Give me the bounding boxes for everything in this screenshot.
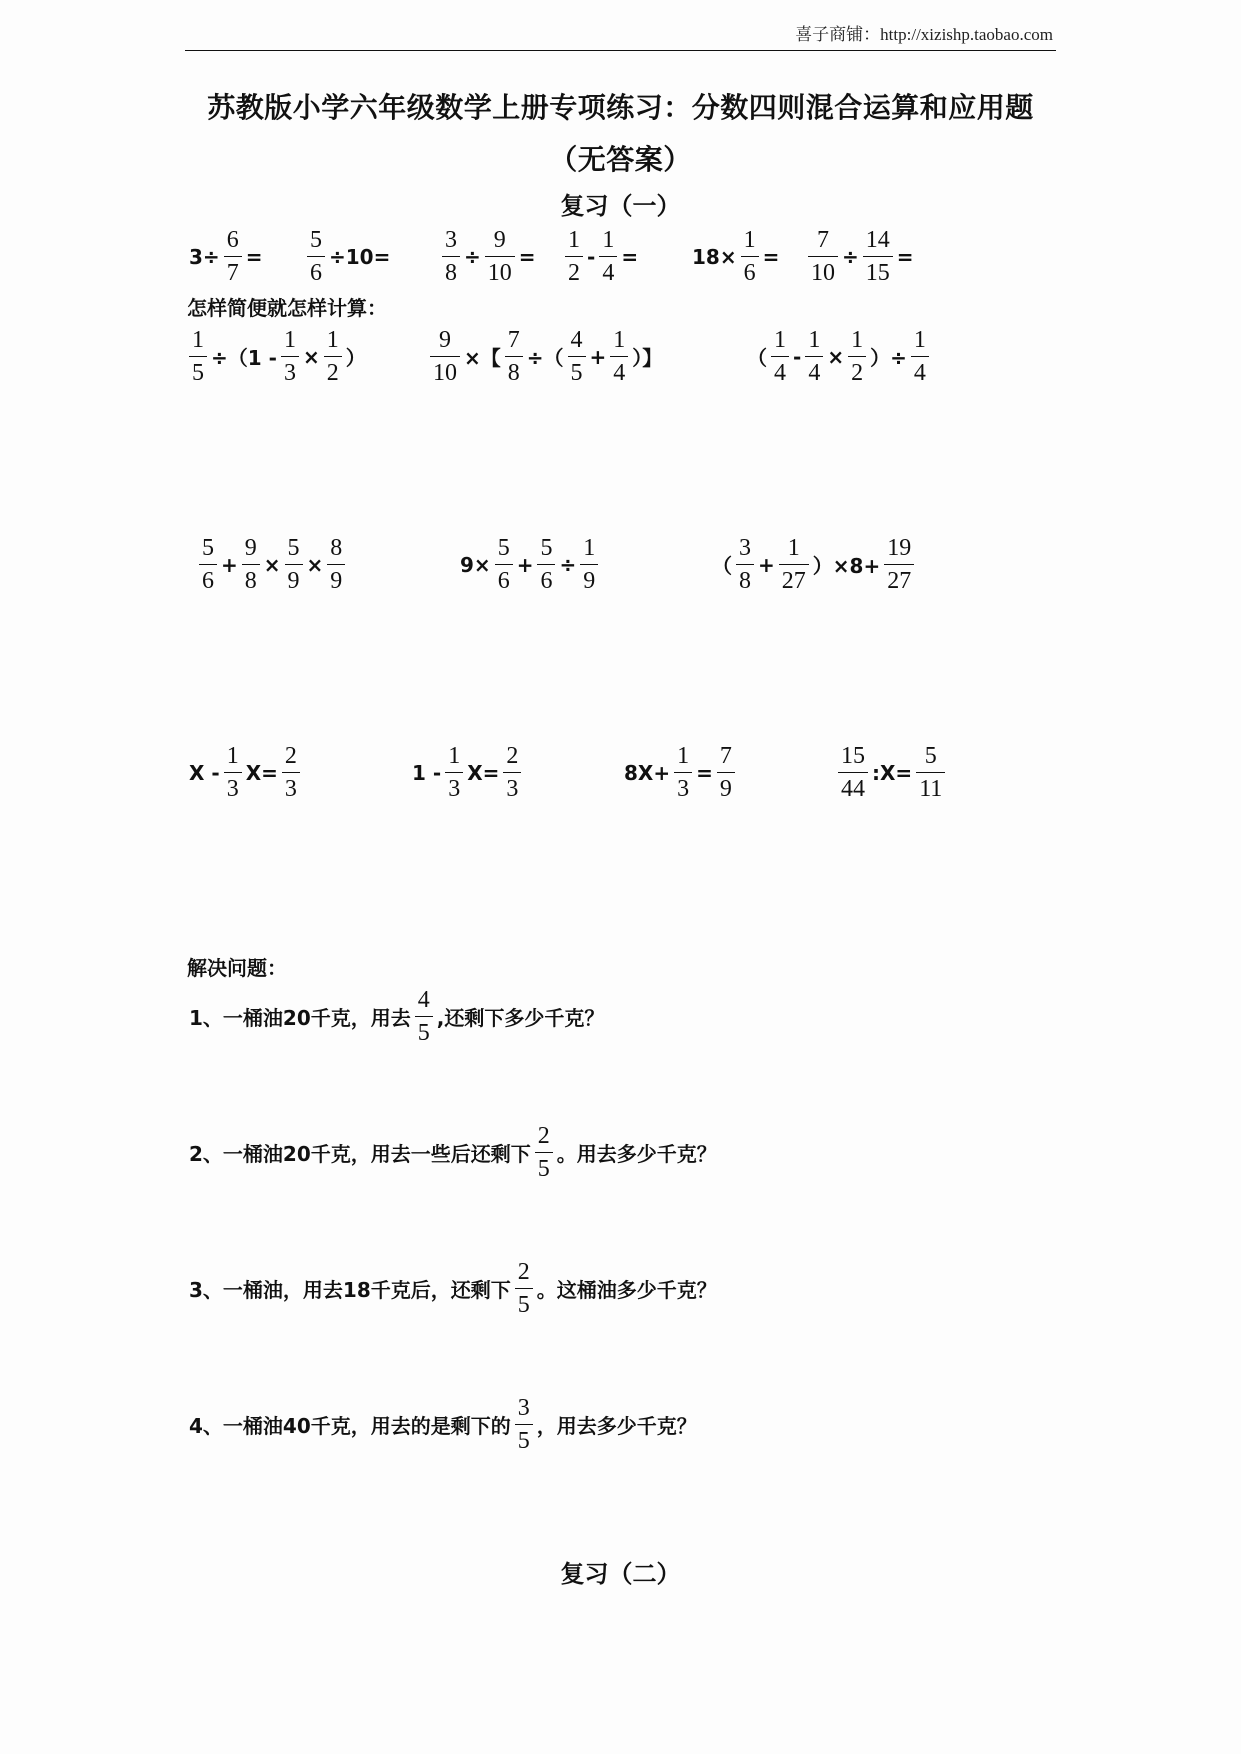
operator-text: × — [302, 344, 320, 369]
operator-text: 8X+ — [624, 760, 671, 785]
operator-text: = — [518, 244, 536, 269]
fraction — [503, 742, 521, 803]
numerator: 5 — [202, 535, 214, 561]
operator-text: 。用去多少千克？ — [556, 1142, 717, 1166]
operator-text: ÷ — [842, 244, 859, 269]
denominator: 6 — [537, 564, 555, 595]
denominator: 5 — [189, 356, 207, 387]
word-problem-1 — [187, 986, 606, 1047]
denominator: 4 — [805, 356, 823, 387]
numerator: 1 — [677, 743, 690, 769]
equation-3 — [622, 742, 737, 803]
fraction — [884, 534, 914, 595]
direct-calc-6 — [806, 226, 916, 287]
word-problem-2 — [187, 1122, 719, 1183]
operator-text: 。这桶油多少千克？ — [536, 1278, 717, 1302]
numerator: 1 — [787, 535, 800, 561]
denominator: 27 — [884, 564, 914, 595]
fraction — [515, 1258, 533, 1319]
fraction — [736, 534, 754, 595]
fraction — [224, 226, 242, 287]
denominator: 15 — [863, 256, 893, 287]
denominator: 6 — [741, 256, 759, 287]
numerator: 1 — [568, 227, 580, 253]
numerator: 3 — [739, 535, 751, 561]
numerator: 1 — [226, 743, 239, 769]
fraction — [916, 742, 945, 803]
numerator: 1 — [613, 327, 626, 353]
denominator: 5 — [568, 356, 586, 387]
fraction — [442, 226, 460, 287]
denominator: 4 — [610, 356, 628, 387]
denominator: 8 — [736, 564, 754, 595]
numerator: 2 — [517, 1259, 530, 1285]
denominator: 27 — [779, 564, 809, 595]
fraction — [324, 326, 342, 387]
fraction — [535, 1122, 553, 1183]
denominator: 9 — [717, 772, 735, 803]
fraction — [189, 326, 207, 387]
fraction — [779, 534, 809, 595]
operator-text: ，用去多少千克？ — [536, 1414, 697, 1438]
fraction — [568, 326, 586, 387]
operator-text: ） — [345, 346, 366, 370]
fraction — [285, 534, 303, 595]
operator-text: X= — [245, 760, 278, 785]
numerator: 1 — [743, 227, 756, 253]
header-divider — [185, 50, 1056, 51]
denominator: 8 — [442, 256, 460, 287]
fraction — [537, 534, 555, 595]
simplify-expr-1 — [187, 326, 368, 387]
fraction — [580, 534, 598, 595]
word-problem-4 — [187, 1394, 699, 1455]
fraction — [224, 742, 242, 803]
denominator: 11 — [916, 772, 945, 803]
numerator: 2 — [284, 743, 297, 769]
numerator: 7 — [817, 227, 829, 253]
shop-header: 喜子商铺：http://xizishp.taobao.com — [795, 25, 1053, 44]
numerator: 5 — [540, 535, 553, 561]
numerator: 9 — [439, 327, 451, 353]
denominator: 3 — [674, 772, 692, 803]
numerator: 1 — [283, 327, 296, 353]
fraction — [805, 326, 823, 387]
operator-text: 2、一桶油20千克，用去一些后还剩下 — [189, 1142, 531, 1166]
fraction — [495, 534, 513, 595]
numerator: 9 — [244, 535, 257, 561]
operator-text: = — [696, 760, 713, 785]
denominator: 2 — [565, 256, 583, 287]
denominator: 7 — [224, 256, 242, 287]
numerator: 14 — [865, 227, 890, 253]
fraction — [848, 326, 866, 387]
denominator: 5 — [535, 1152, 553, 1183]
title-line-1: 苏教版小学六年级数学上册专项练习：分数四则混合运算和应用题 — [207, 91, 1034, 124]
denominator: 8 — [242, 564, 260, 595]
denominator: 5 — [415, 1016, 433, 1047]
operator-text: 9× — [460, 552, 491, 577]
denominator: 4 — [771, 356, 789, 387]
numerator: 4 — [417, 987, 430, 1013]
numerator: 1 — [851, 327, 864, 353]
fraction — [485, 226, 515, 287]
direct-calc-5 — [690, 226, 781, 287]
numerator: 5 — [287, 535, 300, 561]
fraction — [415, 986, 433, 1047]
fraction — [242, 534, 260, 595]
fraction — [808, 226, 838, 287]
equation-1 — [187, 742, 302, 803]
direct-calc-1 — [187, 226, 264, 287]
fraction — [838, 742, 868, 803]
operator-text: （ — [747, 346, 767, 370]
operator-text: 3、一桶油，用去18千克后，还剩下 — [189, 1278, 511, 1302]
numerator: 3 — [517, 1395, 530, 1421]
numerator: 1 — [583, 535, 596, 561]
denominator: 8 — [505, 356, 523, 387]
operator-text: X= — [467, 760, 500, 785]
numerator: 2 — [506, 743, 519, 769]
fraction — [430, 326, 460, 387]
title-line-2: （无答案） — [549, 143, 692, 176]
denominator: 6 — [199, 564, 217, 595]
direct-calc-3 — [440, 226, 538, 287]
fraction — [505, 326, 523, 387]
operator-text: ÷ — [559, 552, 577, 577]
fraction — [199, 534, 217, 595]
simplify-label: 怎样简便就怎样计算： — [187, 296, 387, 320]
denominator: 6 — [495, 564, 513, 595]
fraction — [741, 226, 759, 287]
equation-2 — [410, 742, 523, 803]
numerator: 7 — [507, 327, 520, 353]
numerator: 5 — [497, 535, 510, 561]
numerator: 5 — [924, 743, 937, 769]
fraction — [610, 326, 628, 387]
problems-label: 解决问题： — [187, 956, 287, 980]
denominator: 5 — [515, 1424, 533, 1455]
numerator: 1 — [448, 743, 461, 769]
operator-text: 3÷ — [189, 244, 220, 269]
operator-text: × — [306, 552, 324, 577]
operator-text: = — [245, 244, 263, 269]
denominator: 4 — [599, 256, 617, 287]
numerator: 1 — [602, 227, 615, 253]
simplify-expr-4 — [197, 534, 347, 595]
simplify-expr-2 — [428, 326, 664, 387]
fraction — [911, 326, 929, 387]
operator-text: + — [516, 552, 534, 577]
fraction — [515, 1394, 533, 1455]
operator-text: 1 - — [412, 760, 442, 785]
operator-text: - — [587, 244, 596, 269]
document-title — [185, 82, 1056, 186]
word-problem-3 — [187, 1258, 719, 1319]
operator-text: ÷（1 - — [211, 346, 277, 370]
simplify-expr-3 — [745, 326, 931, 387]
operator-text: ）×8+ — [812, 554, 881, 578]
operator-text: ÷ — [464, 244, 481, 269]
denominator: 3 — [282, 772, 300, 803]
simplify-expr-6 — [710, 534, 916, 595]
operator-text: 4、一桶油40千克，用去的是剩下的 — [189, 1414, 511, 1438]
numerator: 19 — [887, 535, 912, 561]
denominator: 9 — [285, 564, 303, 595]
operator-text: ×【 — [464, 346, 501, 370]
numerator: 6 — [226, 227, 239, 253]
simplify-expr-5 — [458, 534, 600, 595]
numerator: 1 — [808, 327, 821, 353]
operator-text: ÷10= — [329, 244, 391, 269]
operator-text: 1、一桶油20千克，用去 — [189, 1006, 411, 1030]
denominator: 9 — [327, 564, 345, 595]
operator-text: - — [793, 344, 802, 369]
numerator: 15 — [841, 743, 865, 769]
denominator: 4 — [911, 356, 929, 387]
operator-text: + — [758, 552, 775, 577]
numerator: 1 — [326, 327, 339, 353]
operator-text: = — [896, 244, 914, 269]
fraction — [771, 326, 789, 387]
operator-text: ）】 — [632, 346, 663, 370]
denominator: 3 — [281, 356, 299, 387]
operator-text: = — [762, 244, 780, 269]
fraction — [307, 226, 325, 287]
operator-text: × — [827, 344, 845, 369]
numerator: 1 — [192, 327, 204, 353]
fraction — [674, 742, 692, 803]
fraction — [863, 226, 893, 287]
numerator: 4 — [570, 327, 583, 353]
numerator: 7 — [719, 743, 732, 769]
denominator: 10 — [808, 256, 838, 287]
operator-text: + — [589, 344, 607, 369]
operator-text: ,还剩下多少千克？ — [436, 1006, 605, 1030]
fraction — [599, 226, 617, 287]
operator-text: :X= — [872, 760, 913, 785]
numerator: 2 — [537, 1123, 550, 1149]
denominator: 2 — [324, 356, 342, 387]
operator-text: ）÷ — [870, 346, 907, 370]
fraction — [717, 742, 735, 803]
fraction — [445, 742, 463, 803]
operator-text: （ — [712, 554, 732, 578]
operator-text: 18× — [692, 244, 737, 269]
denominator: 10 — [485, 256, 515, 287]
denominator: 10 — [430, 356, 460, 387]
numerator: 1 — [913, 327, 926, 353]
numerator: 5 — [310, 227, 322, 253]
direct-calc-4 — [563, 226, 640, 287]
section-title-review-2: 复习（二） — [560, 1560, 681, 1588]
fraction — [281, 326, 299, 387]
equation-4 — [836, 742, 947, 803]
direct-calc-2 — [305, 226, 392, 287]
numerator: 8 — [330, 535, 343, 561]
denominator: 2 — [848, 356, 866, 387]
fraction — [282, 742, 300, 803]
denominator: 5 — [515, 1288, 533, 1319]
denominator: 9 — [580, 564, 598, 595]
fraction — [327, 534, 345, 595]
numerator: 9 — [493, 227, 506, 253]
denominator: 44 — [838, 772, 868, 803]
fraction — [565, 226, 583, 287]
denominator: 3 — [224, 772, 242, 803]
numerator: 1 — [774, 327, 786, 353]
operator-text: = — [621, 244, 639, 269]
numerator: 3 — [445, 227, 457, 253]
section-title-review-1: 复习（一） — [560, 192, 681, 220]
denominator: 3 — [503, 772, 521, 803]
operator-text: × — [263, 552, 281, 577]
denominator: 3 — [445, 772, 463, 803]
operator-text: ÷（ — [526, 346, 564, 370]
denominator: 6 — [307, 256, 325, 287]
operator-text: + — [221, 552, 238, 577]
operator-text: X - — [189, 760, 220, 785]
